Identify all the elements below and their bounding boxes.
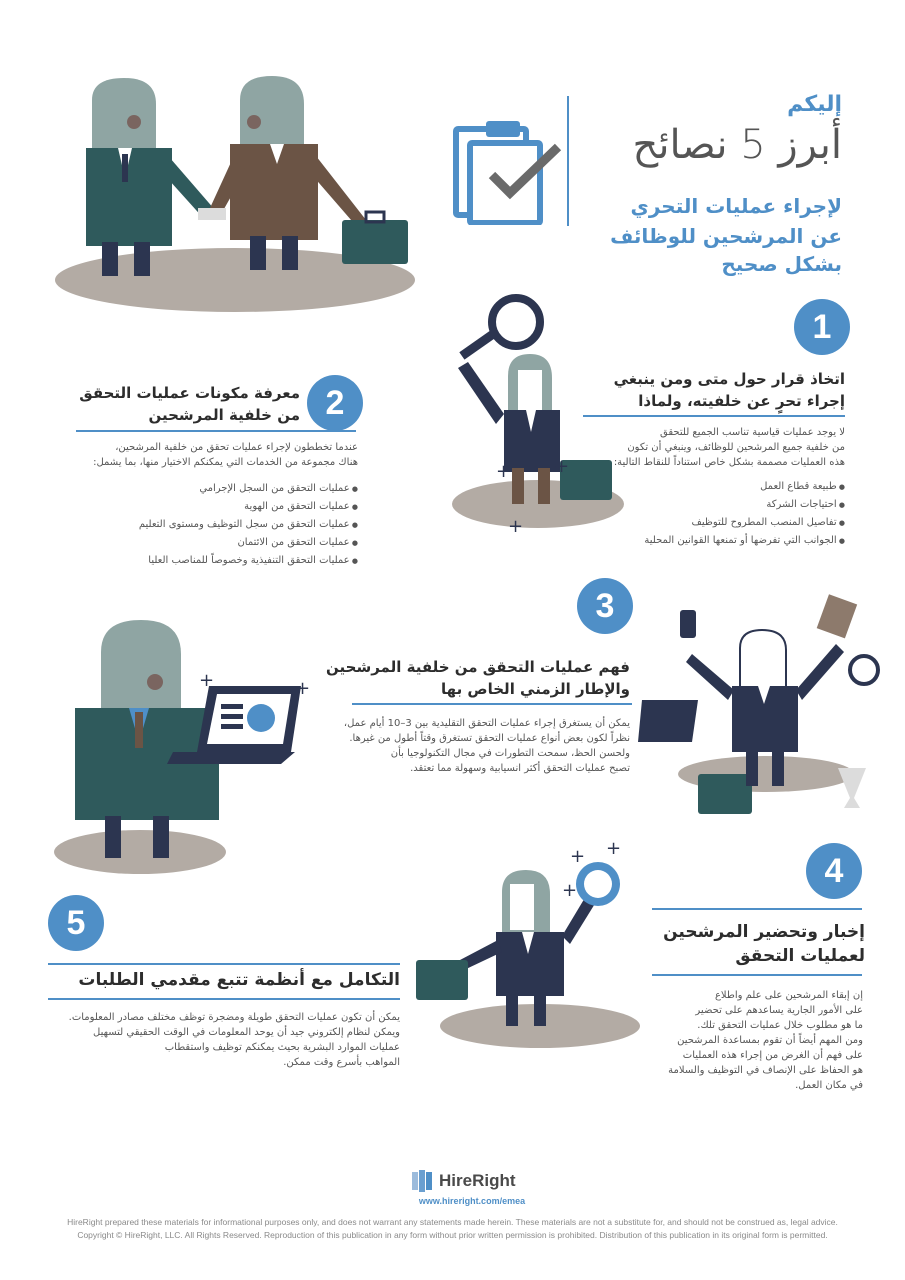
tip-4-rule-top	[652, 908, 862, 910]
list-item: ● طبيعة قطاع العمل	[545, 478, 845, 496]
tip-4-body-line-3: ما هو مطلوب خلال عمليات التحقق تلك.	[697, 1020, 863, 1031]
svg-text:+: +	[606, 840, 622, 859]
clock-man-illustration	[410, 840, 642, 1058]
tip-3-rule	[352, 703, 632, 705]
list-item: ● عمليات التحقق من الائتمان	[40, 534, 358, 552]
laptop-man-illustration	[45, 612, 335, 874]
header-line-1: إليكم	[787, 92, 842, 117]
hireright-logo-icon	[412, 1170, 434, 1192]
tip-2-title-line-1: معرفة مكونات عمليات التحقق	[79, 384, 300, 402]
tip-1-number: 1	[794, 299, 850, 355]
brand-logo	[412, 1168, 532, 1194]
tip-2-rule	[76, 430, 356, 432]
tip-4-number: 4	[806, 843, 862, 899]
header	[560, 92, 852, 292]
tip-1-body-line-2: من خلفية جميع المرشحين للوظائف، وينبغي أن تكون	[627, 442, 845, 453]
tip-2-bullets	[40, 480, 358, 570]
tip-4-body-line-2: على الأمور الجارية يساعدهم على تحضير	[695, 1005, 863, 1016]
tip-4-title-line-2: لعمليات التحقق	[735, 946, 865, 966]
tip-4-title	[635, 920, 865, 968]
multitask-man-illustration	[636, 584, 888, 820]
brand-url[interactable]: www.hireright.com/emea	[418, 1196, 526, 1206]
list-item: ● احتياجات الشركة	[545, 496, 845, 514]
tip-2-number: 2	[307, 375, 363, 431]
tip-5-rule-bottom	[48, 998, 400, 1000]
tip-3-body-line-3: ولحسن الحظ، سمحت التطورات في مجال التكنولوجيا بأن	[390, 748, 630, 759]
tip-3-body	[290, 716, 630, 776]
tip-3-body-line-2: نظراً لكون بعض أنواع عمليات التحقق تستغرق وقتاً أطول من غيرها.	[349, 733, 630, 744]
tip-2-body-line-1: عندما تخططون لإجراء عمليات تحقق من خلفية المرشحين،	[115, 442, 358, 453]
magnifier-man-illustration	[438, 292, 628, 540]
brand-name: HireRight	[439, 1171, 516, 1190]
tip-3-title	[290, 656, 630, 700]
tip-5-number: 5	[48, 895, 104, 951]
tip-4-body	[633, 988, 863, 1093]
tip-2-title-line-2: من خلفية المرشحين	[148, 406, 300, 424]
svg-text:+: +	[554, 456, 570, 477]
svg-text:+: +	[562, 880, 578, 901]
tip-3-title-line-2: والإطار الزمني الخاص بها	[441, 680, 630, 698]
header-line-2: أبرز 5 نصائح	[632, 122, 842, 168]
tip-2-body	[40, 440, 358, 470]
header-line-4: عن المرشحين للوظائف	[610, 224, 842, 248]
svg-text:+: +	[496, 461, 512, 482]
tip-1-title-line-2: إجراء تحرٍ عن خلفيته، ولماذا	[638, 392, 845, 410]
tip-3-body-line-4: تصبح عمليات التحقق أكثر انسيابية وسهولة مما تعتقد.	[410, 763, 630, 774]
tip-5-body-line-1: يمكن أن تكون عمليات التحقق طويلة ومضجرة توظف مختلف مصادر المعلومات.	[68, 1012, 400, 1023]
tip-2-body-line-2: هناك مجموعة من الخدمات التي يمكنكم الاختيار منها، بما يشمل:	[93, 457, 358, 468]
tip-4-body-line-1: إن إبقاء المرشحين على علم واطلاع	[714, 990, 863, 1001]
tip-3-title-line-1: فهم عمليات التحقق من خلفية المرشحين	[326, 658, 630, 676]
header-line-5: بشكل صحيح	[721, 252, 842, 276]
header-divider	[567, 96, 569, 226]
tip-5-body-line-3: عمليات الموارد البشرية بحيث يمكنكم توظيف واستقطاب	[164, 1042, 400, 1053]
list-item: ● عمليات التحقق من سجل التوظيف ومستوى التعليم	[40, 516, 358, 534]
disclaimer-line-2: Copyright © HireRight, LLC. All Rights Reserved. Reproduction of this publication in any form without prior written permission is prohibited. Distribution of this publication in its original form is permitted.	[77, 1230, 828, 1240]
tip-1-body-line-1: لا يوجد عمليات قياسية تناسب الجميع للتحقق	[660, 427, 845, 438]
handshake-illustration	[40, 70, 420, 320]
tip-1-body-line-3: هذه العمليات مصممة بشكل خاص استناداً للنقاط التالية:	[613, 457, 845, 468]
tip-4-body-line-6: هو الحفاظ على الإنصاف في التوظيف والسلامة	[668, 1065, 863, 1076]
tip-1-title-line-1: اتخاذ قرار حول متى ومن ينبغي	[613, 370, 845, 388]
svg-text:+: +	[199, 670, 215, 691]
tip-5-rule-top	[48, 963, 400, 965]
tip-4-body-line-7: في مكان العمل.	[795, 1080, 863, 1091]
tip-4-rule-bottom	[652, 974, 862, 976]
header-line-3: لإجراء عمليات التحري	[630, 194, 842, 218]
tip-4-title-line-1: إخبار وتحضير المرشحين	[663, 922, 865, 942]
list-item: ● عمليات التحقق التنفيذية وخصوصاً للمناصب العليا	[40, 552, 358, 570]
tip-4-body-line-4: ومن المهم أيضاً أن تقوم بمساعدة المرشحين	[677, 1035, 863, 1046]
svg-text:+: +	[508, 516, 524, 537]
clipboard-check-icon	[452, 115, 564, 225]
tip-4-body-line-5: على فهم أن الغرض من إجراء هذه العمليات	[682, 1050, 863, 1061]
tip-5-title: التكامل مع أنظمة تتبع مقدمي الطلبات	[78, 970, 400, 990]
tip-5-body	[30, 1010, 400, 1070]
list-item: ● عمليات التحقق من السجل الإجرامي	[40, 480, 358, 498]
tip-3-number: 3	[577, 578, 633, 634]
tip-2-title	[60, 382, 300, 426]
tip-3-body-line-1: يمكن أن يستغرق إجراء عمليات التحقق التقليدية بين 3–10 أيام عمل،	[343, 718, 630, 729]
disclaimer-line-1: HireRight prepared these materials for informational purposes only, and does not warrant any statements made herein. These materials are not a substitute for, and should not be construed as, legal advice.	[67, 1217, 838, 1227]
tip-5-body-line-2: ويمكن لنظام إلكتروني جيد أن يوحد المعلومات في الوقت الحقيقي لتسهيل	[93, 1027, 400, 1038]
tip-5-body-line-4: المواهب بأسرع وقت ممكن.	[283, 1057, 400, 1068]
svg-text:+: +	[570, 846, 586, 867]
svg-text:+: +	[295, 678, 311, 699]
list-item: ● تفاصيل المنصب المطروح للتوظيف	[545, 514, 845, 532]
list-item: ● الجوانب التي تفرضها أو تمنعها القوانين المحلية	[545, 532, 845, 550]
list-item: ● عمليات التحقق من الهوية	[40, 498, 358, 516]
